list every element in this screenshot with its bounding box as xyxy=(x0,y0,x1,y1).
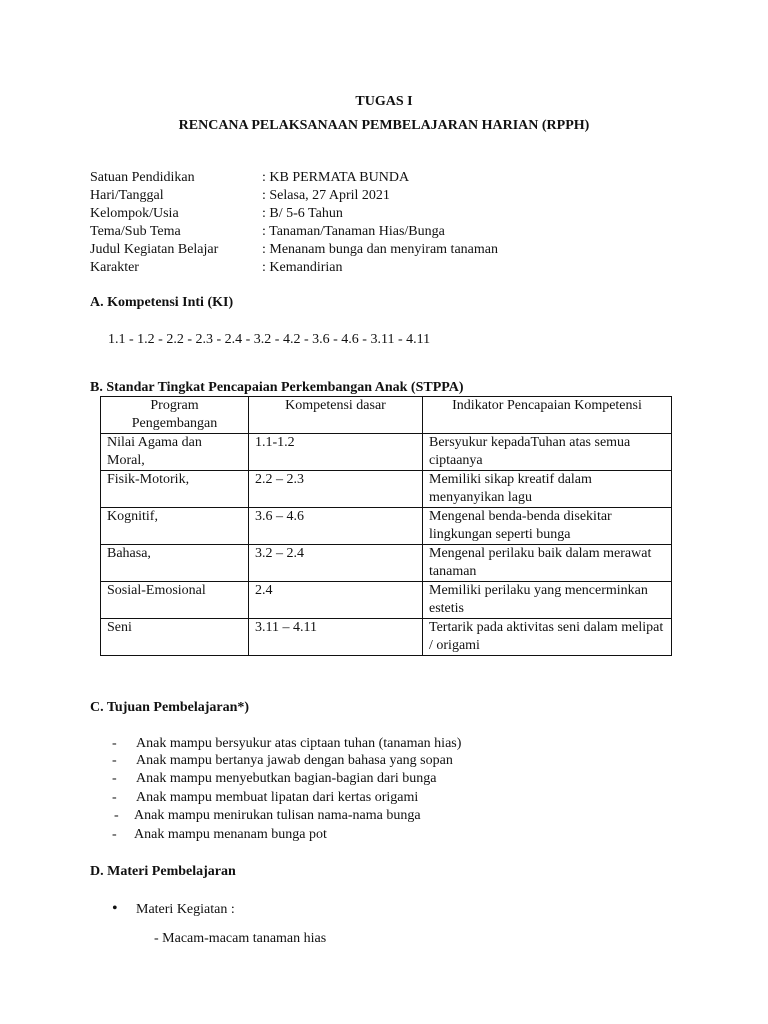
table-header-row xyxy=(101,397,672,434)
list-item: Anak mampu bertanya jawab dengan bahasa yang sopan xyxy=(136,753,453,768)
table-row xyxy=(101,508,672,545)
identity-label: Karakter xyxy=(90,260,139,275)
ki-list: 1.1 - 1.2 - 2.2 - 2.3 - 2.4 - 3.2 - 4.2 - 3.6 - 4.6 - 3.11 - 4.11 xyxy=(108,332,431,347)
identity-value: : Tanaman/Tanaman Hias/Bunga xyxy=(262,224,445,239)
column-header: Indikator Pencapaian Kompetensi xyxy=(423,397,672,434)
dash-bullet: - xyxy=(112,790,117,805)
stppa-table xyxy=(100,396,672,656)
section-b-heading: B. Standar Tingkat Pencapaian Perkembangan Anak (STPPA) xyxy=(90,380,464,395)
kd-cell: 1.1-1.2 xyxy=(249,434,423,471)
identity-value: : KB PERMATA BUNDA xyxy=(262,170,410,185)
identity-label: Judul Kegiatan Belajar xyxy=(90,242,219,257)
section-c-heading: C. Tujuan Pembelajaran*) xyxy=(90,700,250,715)
identity-value: : B/ 5-6 Tahun xyxy=(262,206,343,221)
kd-cell: 2.4 xyxy=(249,582,423,619)
indikator-cell: Mengenal perilaku baik dalam merawat tanaman xyxy=(423,545,672,582)
indikator-cell: Bersyukur kepadaTuhan atas semua ciptaanya xyxy=(423,434,672,471)
dash-bullet: - xyxy=(112,827,117,842)
dash-bullet: - xyxy=(114,808,119,823)
identity-value: : Menanam bunga dan menyiram tanaman xyxy=(262,242,498,257)
list-item: Anak mampu membuat lipatan dari kertas origami xyxy=(136,790,419,805)
program-cell: Bahasa, xyxy=(101,545,249,582)
section-d-heading: D. Materi Pembelajaran xyxy=(90,864,236,879)
identity-value: : Kemandirian xyxy=(262,260,343,275)
dash-bullet: - xyxy=(112,771,117,786)
indikator-cell: Memiliki perilaku yang mencerminkan estetis xyxy=(423,582,672,619)
identity-label: Satuan Pendidikan xyxy=(90,170,195,185)
indikator-cell: Mengenal benda-benda disekitar lingkungan seperti bunga xyxy=(423,508,672,545)
identity-value: : Selasa, 27 April 2021 xyxy=(262,188,390,203)
identity-label: Kelompok/Usia xyxy=(90,206,179,221)
table-row xyxy=(101,582,672,619)
dash-bullet: - xyxy=(112,753,117,768)
kd-cell: 3.2 – 2.4 xyxy=(249,545,423,582)
column-header: Kompetensi dasar xyxy=(249,397,423,434)
bullet-dot: • xyxy=(112,900,118,917)
column-header: Program Pengembangan xyxy=(101,397,249,434)
program-cell: Kognitif, xyxy=(101,508,249,545)
kd-cell: 2.2 – 2.3 xyxy=(249,471,423,508)
kd-cell: 3.6 – 4.6 xyxy=(249,508,423,545)
document-subtitle: RENCANA PELAKSANAAN PEMBELAJARAN HARIAN (RPPH) xyxy=(178,118,590,133)
materi-item: - Macam-macam tanaman hias xyxy=(154,931,327,946)
program-cell: Fisik-Motorik, xyxy=(101,471,249,508)
program-cell: Seni xyxy=(101,619,249,656)
identity-label: Tema/Sub Tema xyxy=(90,224,181,239)
list-item: Anak mampu bersyukur atas ciptaan tuhan (tanaman hias) xyxy=(136,736,462,751)
table-row xyxy=(101,434,672,471)
table-row xyxy=(101,471,672,508)
list-item: Anak mampu menyebutkan bagian-bagian dari bunga xyxy=(136,771,437,786)
section-a-heading: A. Kompetensi Inti (KI) xyxy=(90,295,234,310)
materi-bullet: Materi Kegiatan : xyxy=(136,902,235,917)
dash-bullet: - xyxy=(112,736,117,751)
list-item: Anak mampu menirukan tulisan nama-nama bunga xyxy=(134,808,421,823)
indikator-cell: Memiliki sikap kreatif dalam menyanyikan lagu xyxy=(423,471,672,508)
list-item: Anak mampu menanam bunga pot xyxy=(134,827,327,842)
table-row xyxy=(101,619,672,656)
kd-cell: 3.11 – 4.11 xyxy=(249,619,423,656)
table-row xyxy=(101,545,672,582)
indikator-cell: Tertarik pada aktivitas seni dalam melipat / origami xyxy=(423,619,672,656)
document-title: TUGAS I xyxy=(355,94,413,109)
program-cell: Sosial-Emosional xyxy=(101,582,249,619)
identity-label: Hari/Tanggal xyxy=(90,188,164,203)
program-cell: Nilai Agama dan Moral, xyxy=(101,434,249,471)
